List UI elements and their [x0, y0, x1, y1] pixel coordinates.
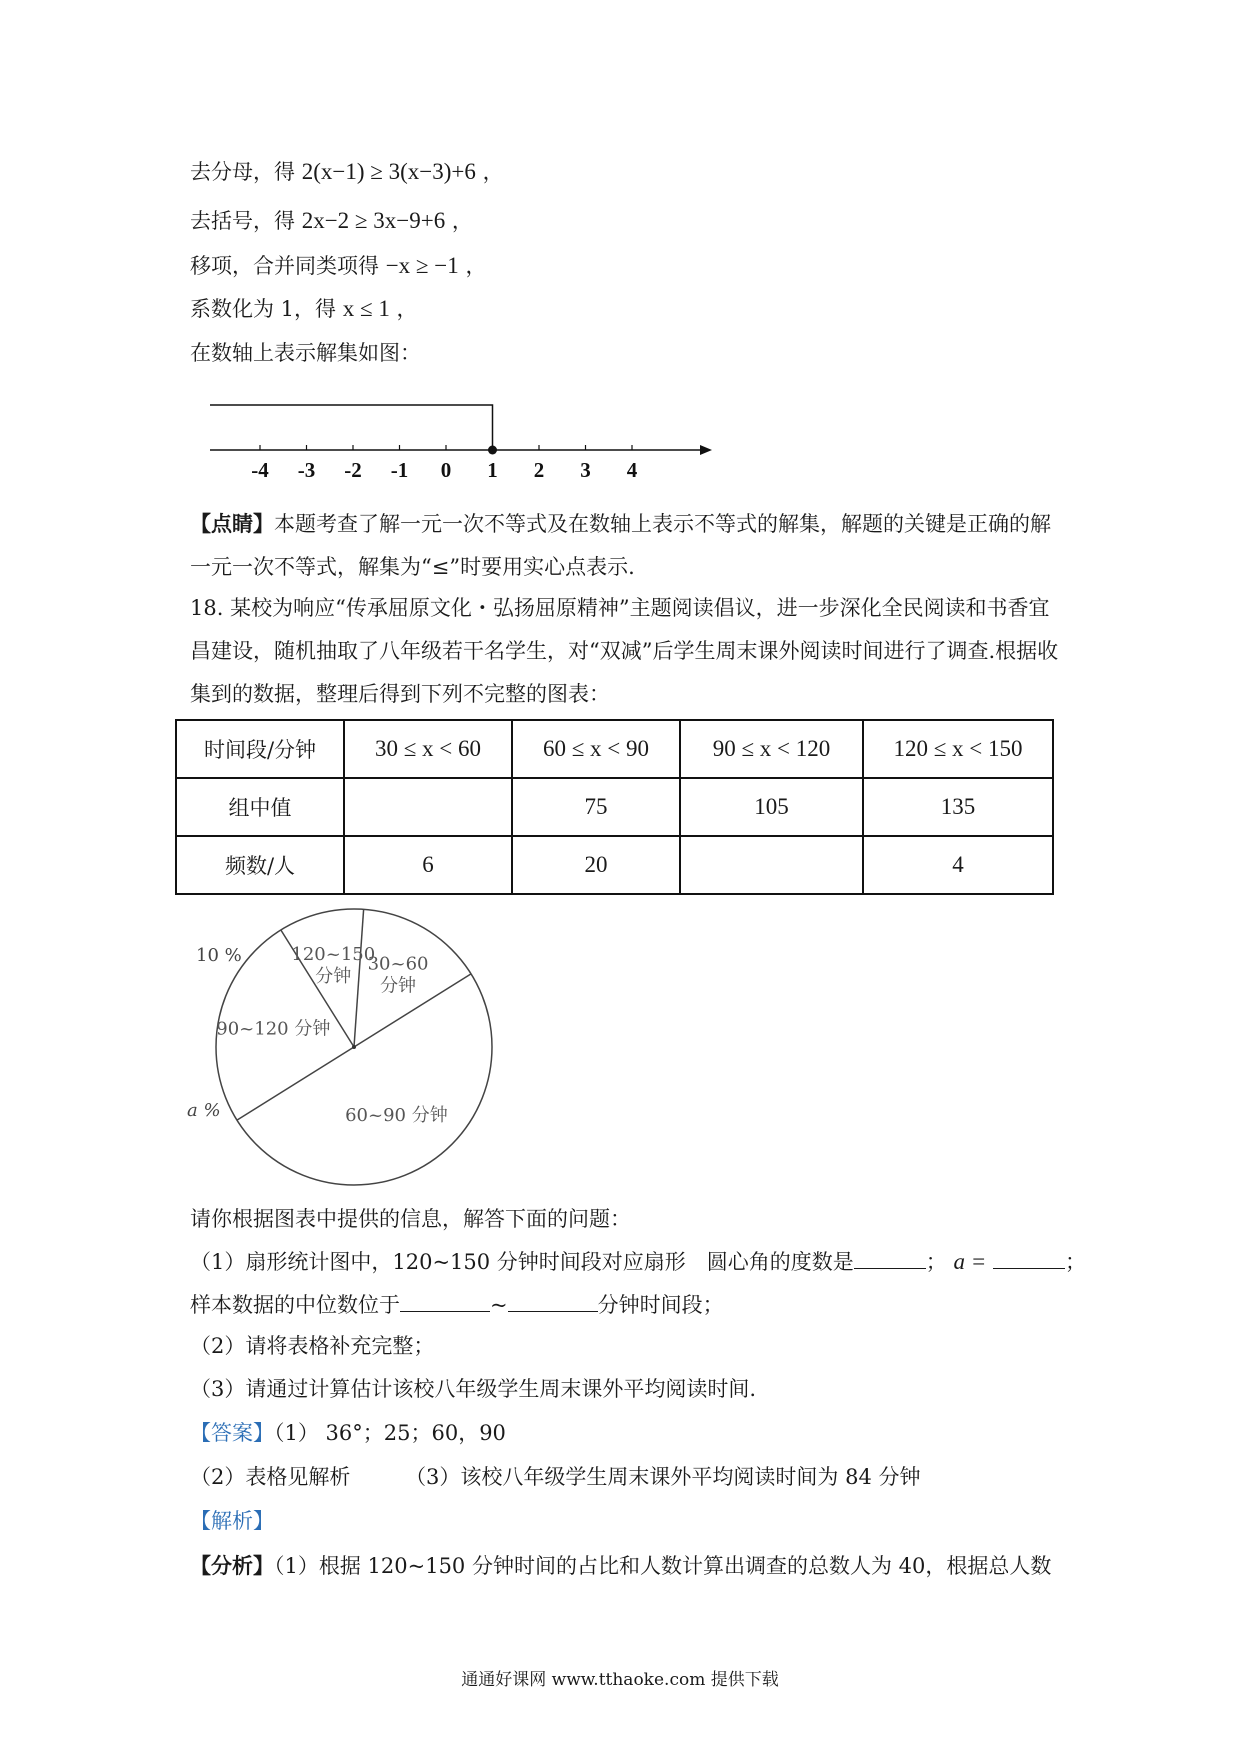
- number-line-figure: [200, 395, 730, 485]
- table-header-cell: 时间段/分钟: [176, 720, 344, 778]
- step-label: 去分母，得: [190, 160, 295, 184]
- question-text: 某校为响应“传承屈原文化・弘扬屈原精神”主题阅读倡议，进一步深化全民阅读和书香宜昌建设，随机抽取了八年级若干名学生，对“双减”后学生周末课外阅读时间进行了调查.根据收集到的数据，整理后得到下列不完整的图表：: [190, 596, 1059, 706]
- table-cell: 105: [680, 778, 863, 836]
- q2-line: （2）请将表格补充完整；: [190, 1334, 435, 1358]
- table-header-cell: 30 ≤ x < 60: [344, 720, 512, 778]
- table-cell: 组中值: [176, 778, 344, 836]
- pie-radii: [237, 909, 471, 1120]
- tick-label: 4: [626, 458, 638, 482]
- table-cell: 135: [863, 778, 1053, 836]
- q1-line-1: [190, 1246, 1086, 1277]
- answer-blank[interactable]: [508, 1289, 598, 1312]
- table-header-row: [176, 720, 1053, 778]
- tick-label: -1: [390, 458, 409, 482]
- table-header-cell: 120 ≤ x < 150: [863, 720, 1053, 778]
- q1-tilde: ~: [490, 1293, 508, 1317]
- q1-end: ；: [1064, 1250, 1086, 1274]
- table-header-cell: 60 ≤ x < 90: [512, 720, 680, 778]
- answer-blank[interactable]: [854, 1246, 926, 1269]
- step-label: 去括号，得: [190, 209, 295, 233]
- step-label: 系数化为 1，得: [190, 297, 337, 321]
- prompt-line: 请你根据图表中提供的信息，解答下面的问题：: [190, 1207, 631, 1231]
- answer-text-1: （1） 36°；25；60，90: [274, 1421, 506, 1445]
- step-label: 在数轴上表示解集如图：: [190, 341, 421, 365]
- pie-chart: [180, 905, 510, 1195]
- tick-label: 2: [533, 458, 545, 482]
- outside-label-10: 10 %: [196, 945, 242, 966]
- tick-label: 0: [440, 458, 452, 482]
- q1-text: （1）扇形统计图中，120~150 分钟时间段对应扇形 圆心角的度数是: [190, 1250, 854, 1274]
- comment-tag: 【点睛】: [190, 511, 274, 536]
- answer-text-2b: （3）该校八年级学生周末课外平均阅读时间为 84 分钟: [405, 1465, 921, 1489]
- pie-labels: [216, 944, 447, 1126]
- outside-label-a: a %: [187, 1100, 221, 1121]
- table-cell: 频数/人: [176, 836, 344, 894]
- step-1: [190, 157, 504, 187]
- table-cell: [680, 836, 863, 894]
- step-tail: ，: [482, 160, 504, 184]
- table-cell: 6: [344, 836, 512, 894]
- page-footer: 通通好课网 www.tthaoke.com 提供下载: [461, 1670, 779, 1690]
- step-2: [190, 206, 473, 236]
- answer-line-1: [190, 1418, 506, 1448]
- tick-label: -4: [251, 458, 269, 482]
- answer-text-2a: （2）表格见解析: [190, 1465, 351, 1489]
- step-expr: 2(x−1) ≥ 3(x−3)+6: [301, 159, 476, 184]
- axis-arrow-icon: [700, 445, 712, 455]
- answer-blank[interactable]: [400, 1289, 490, 1312]
- pie-slice-label: 60~90 分钟: [345, 1104, 448, 1126]
- step-4: [190, 294, 418, 324]
- tick-label: -2: [344, 458, 362, 482]
- q1-line-2: [190, 1289, 724, 1320]
- pie-center-dot: [352, 1045, 356, 1049]
- table-row: [176, 836, 1053, 894]
- tick-label: 3: [580, 458, 591, 482]
- step-5: [190, 338, 421, 368]
- step-tail: ，: [451, 209, 473, 233]
- table-cell: 4: [863, 836, 1053, 894]
- frequency-table: [175, 719, 1054, 895]
- q3-line: （3）请通过计算估计该校八年级学生周末课外平均阅读时间.: [190, 1377, 757, 1401]
- q1-sep: ；: [925, 1250, 947, 1274]
- solution-endpoint-dot: [488, 446, 497, 455]
- comment-text: 本题考查了解一元一次不等式及在数轴上表示不等式的解集，解题的关键是正确的解一元一次不等式，解集为“≤”时要用实心点表示.: [190, 512, 1051, 579]
- table-header-cell: 90 ≤ x < 120: [680, 720, 863, 778]
- q1-a-var: a =: [953, 1249, 987, 1274]
- step-3: [190, 251, 486, 281]
- answer-tag: 【答案】: [190, 1421, 274, 1445]
- comment-paragraph: [190, 502, 1060, 589]
- analysis-tag: 【解析】: [190, 1509, 274, 1533]
- analysis-text: （1）根据 120~150 分钟时间的占比和人数计算出调查的总数人为 40，根据总人数: [274, 1554, 1052, 1578]
- step-label: 移项，合并同类项得: [190, 254, 379, 278]
- solution-ray: [210, 405, 493, 450]
- tick-label: 1: [487, 458, 498, 482]
- step-expr: 2x−2 ≥ 3x−9+6: [301, 208, 446, 233]
- table-cell: 20: [512, 836, 680, 894]
- table-cell: 75: [512, 778, 680, 836]
- step-tail: ，: [465, 254, 487, 278]
- answer-line-2: [190, 1462, 921, 1492]
- table-row: [176, 778, 1053, 836]
- tick-label: -3: [297, 458, 316, 482]
- q1-median-end: 分钟时间段；: [597, 1293, 724, 1317]
- step-tail: ，: [396, 297, 418, 321]
- pie-slice-label: 120~150 分钟: [291, 943, 376, 987]
- pie-slice-boundary: [354, 909, 364, 1047]
- pie-slice-label: 30~60 分钟: [367, 953, 429, 997]
- step-expr: −x ≥ −1: [385, 253, 459, 278]
- table-cell: [344, 778, 512, 836]
- step-expr: x ≤ 1: [342, 296, 390, 321]
- pie-slice-boundary: [237, 1047, 354, 1120]
- analysis-sub-tag: 【分析】: [190, 1553, 274, 1578]
- q1-median-text: 样本数据的中位数位于: [190, 1293, 400, 1317]
- question-paragraph: [190, 587, 1060, 716]
- question-number: 18.: [190, 596, 224, 620]
- pie-slice-label: 90~120 分钟: [216, 1018, 331, 1040]
- analysis-line: [190, 1551, 1051, 1581]
- answer-blank[interactable]: [993, 1246, 1065, 1269]
